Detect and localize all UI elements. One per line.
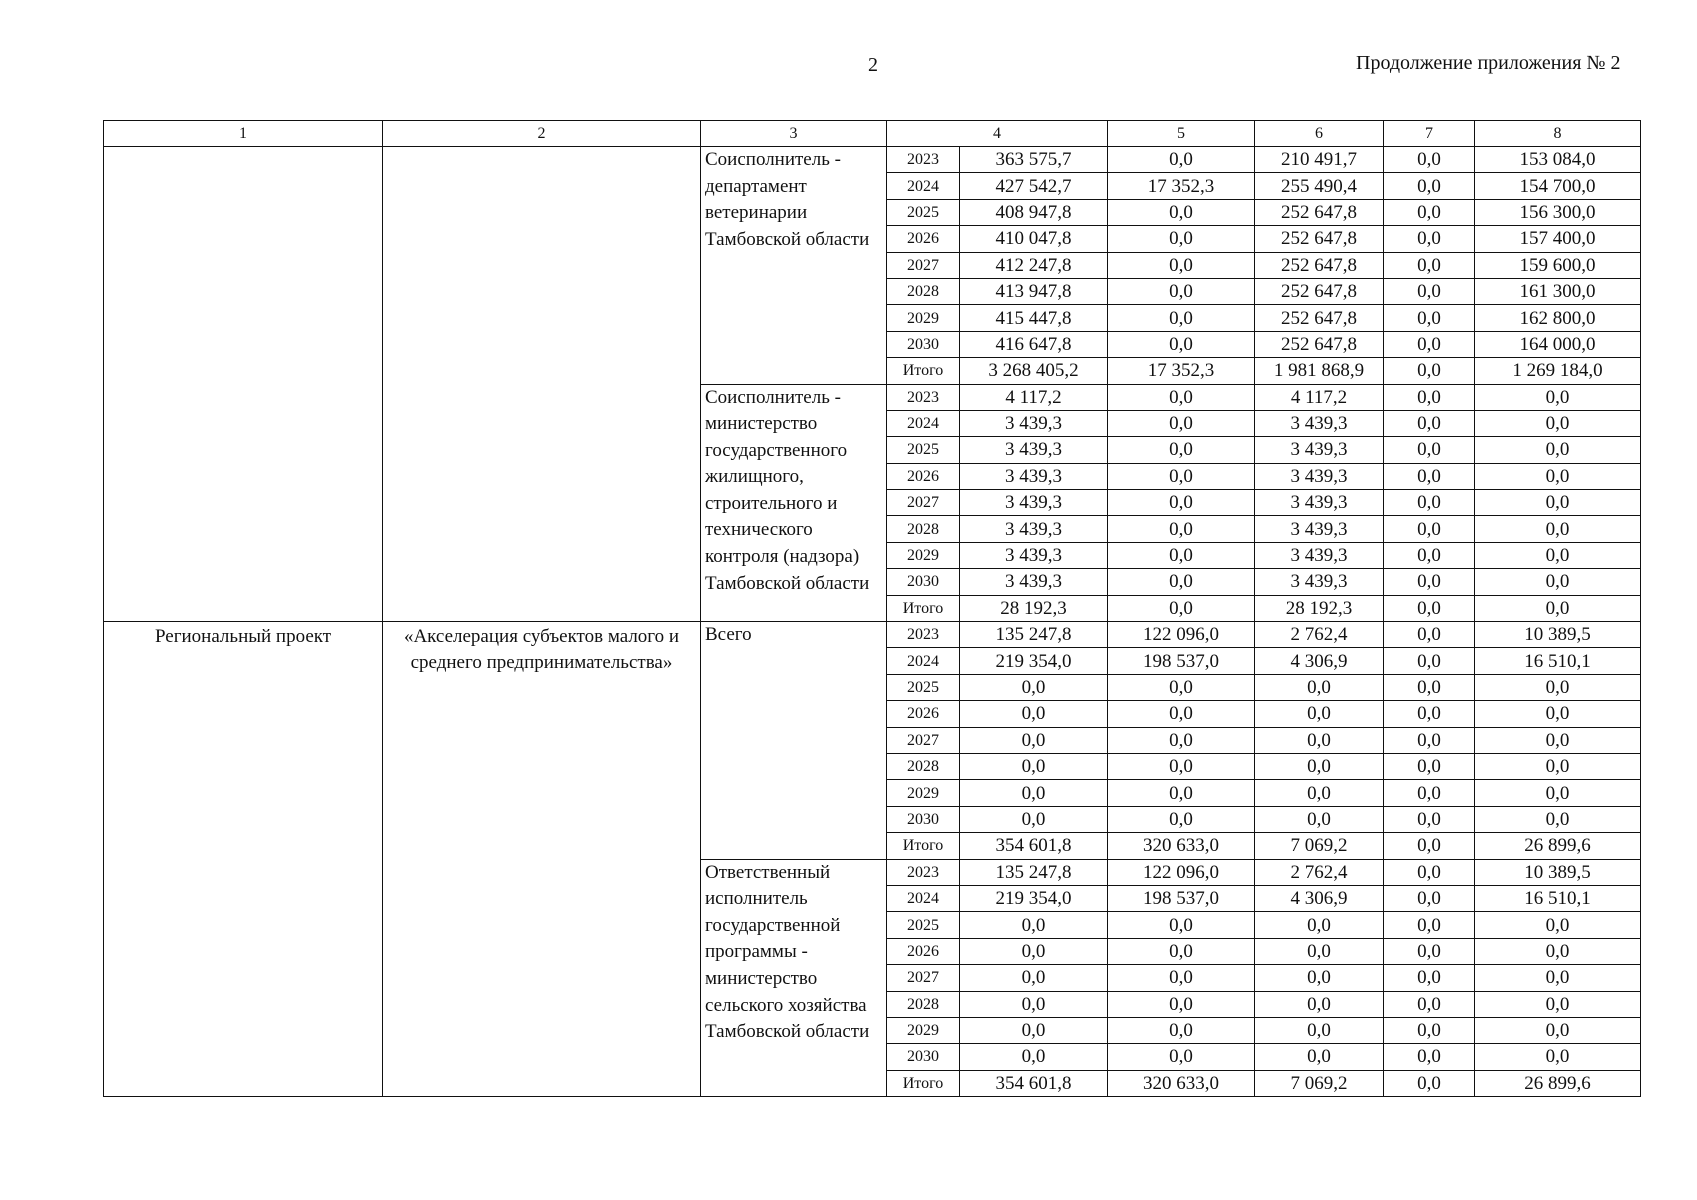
executor-cell: Всего	[701, 622, 887, 860]
value-cell-c4: 0,0	[960, 753, 1108, 779]
year-cell: 2028	[887, 753, 960, 779]
value-cell-c8: 1 269 184,0	[1475, 358, 1641, 384]
year-cell: 2025	[887, 437, 960, 463]
value-cell-c6: 3 439,3	[1255, 516, 1384, 542]
value-cell-c8: 156 300,0	[1475, 199, 1641, 225]
year-cell: Итого	[887, 833, 960, 859]
value-cell-c8: 0,0	[1475, 384, 1641, 410]
value-cell-c6: 3 439,3	[1255, 542, 1384, 568]
value-cell-c6: 7 069,2	[1255, 1070, 1384, 1096]
value-cell-c4: 413 947,8	[960, 278, 1108, 304]
value-cell-c8: 0,0	[1475, 912, 1641, 938]
value-cell-c5: 198 537,0	[1108, 885, 1255, 911]
value-cell-c7: 0,0	[1384, 252, 1475, 278]
value-cell-c8: 0,0	[1475, 516, 1641, 542]
value-cell-c7: 0,0	[1384, 173, 1475, 199]
value-cell-c7: 0,0	[1384, 938, 1475, 964]
value-cell-c7: 0,0	[1384, 859, 1475, 885]
value-cell-c5: 0,0	[1108, 727, 1255, 753]
value-cell-c8: 16 510,1	[1475, 648, 1641, 674]
value-cell-c6: 0,0	[1255, 753, 1384, 779]
value-cell-c8: 0,0	[1475, 490, 1641, 516]
year-cell: Итого	[887, 595, 960, 621]
value-cell-c7: 0,0	[1384, 410, 1475, 436]
value-cell-c5: 0,0	[1108, 674, 1255, 700]
column-number: 3	[701, 121, 887, 147]
value-cell-c7: 0,0	[1384, 648, 1475, 674]
value-cell-c5: 0,0	[1108, 278, 1255, 304]
table-row	[104, 147, 1641, 173]
value-cell-c8: 159 600,0	[1475, 252, 1641, 278]
value-cell-c8: 0,0	[1475, 753, 1641, 779]
year-cell: 2026	[887, 463, 960, 489]
value-cell-c4: 219 354,0	[960, 648, 1108, 674]
value-cell-c4: 0,0	[960, 1044, 1108, 1070]
value-cell-c7: 0,0	[1384, 1017, 1475, 1043]
value-cell-c4: 0,0	[960, 938, 1108, 964]
value-cell-c6: 0,0	[1255, 780, 1384, 806]
year-cell: 2023	[887, 384, 960, 410]
budget-table-body	[104, 121, 1641, 1097]
value-cell-c5: 0,0	[1108, 331, 1255, 357]
value-cell-c4: 3 439,3	[960, 516, 1108, 542]
value-cell-c7: 0,0	[1384, 226, 1475, 252]
value-cell-c6: 4 306,9	[1255, 648, 1384, 674]
value-cell-c6: 0,0	[1255, 938, 1384, 964]
year-cell: 2024	[887, 173, 960, 199]
value-cell-c5: 0,0	[1108, 437, 1255, 463]
year-cell: 2023	[887, 147, 960, 173]
value-cell-c7: 0,0	[1384, 595, 1475, 621]
value-cell-c8: 0,0	[1475, 1044, 1641, 1070]
year-cell: 2030	[887, 331, 960, 357]
year-cell: 2029	[887, 780, 960, 806]
value-cell-c4: 28 192,3	[960, 595, 1108, 621]
year-cell: 2028	[887, 516, 960, 542]
value-cell-c4: 0,0	[960, 674, 1108, 700]
value-cell-c5: 0,0	[1108, 780, 1255, 806]
appendix-continuation-title: Продолжение приложения № 2	[1356, 52, 1621, 74]
value-cell-c6: 3 439,3	[1255, 410, 1384, 436]
value-cell-c7: 0,0	[1384, 305, 1475, 331]
value-cell-c5: 0,0	[1108, 252, 1255, 278]
year-cell: 2027	[887, 727, 960, 753]
value-cell-c6: 0,0	[1255, 965, 1384, 991]
value-cell-c6: 28 192,3	[1255, 595, 1384, 621]
program-element-name: «Акселерация субъектов малого и среднего предпринимательства»	[383, 622, 701, 1097]
value-cell-c7: 0,0	[1384, 1044, 1475, 1070]
value-cell-c7: 0,0	[1384, 701, 1475, 727]
value-cell-c8: 0,0	[1475, 806, 1641, 832]
value-cell-c6: 2 762,4	[1255, 622, 1384, 648]
value-cell-c6: 2 762,4	[1255, 859, 1384, 885]
value-cell-c8: 0,0	[1475, 463, 1641, 489]
year-cell: 2027	[887, 490, 960, 516]
value-cell-c7: 0,0	[1384, 991, 1475, 1017]
value-cell-c6: 210 491,7	[1255, 147, 1384, 173]
value-cell-c7: 0,0	[1384, 780, 1475, 806]
value-cell-c5: 198 537,0	[1108, 648, 1255, 674]
value-cell-c4: 354 601,8	[960, 833, 1108, 859]
value-cell-c5: 0,0	[1108, 701, 1255, 727]
value-cell-c5: 0,0	[1108, 806, 1255, 832]
table-row	[104, 622, 1641, 648]
value-cell-c7: 0,0	[1384, 384, 1475, 410]
value-cell-c6: 0,0	[1255, 727, 1384, 753]
value-cell-c7: 0,0	[1384, 569, 1475, 595]
value-cell-c4: 0,0	[960, 806, 1108, 832]
value-cell-c6: 3 439,3	[1255, 569, 1384, 595]
value-cell-c5: 0,0	[1108, 410, 1255, 436]
value-cell-c5: 0,0	[1108, 938, 1255, 964]
value-cell-c4: 408 947,8	[960, 199, 1108, 225]
value-cell-c4: 0,0	[960, 1017, 1108, 1043]
value-cell-c6: 3 439,3	[1255, 490, 1384, 516]
value-cell-c6: 7 069,2	[1255, 833, 1384, 859]
value-cell-c6: 252 647,8	[1255, 331, 1384, 357]
value-cell-c5: 320 633,0	[1108, 833, 1255, 859]
value-cell-c8: 26 899,6	[1475, 1070, 1641, 1096]
program-element-name	[383, 147, 701, 622]
value-cell-c8: 0,0	[1475, 542, 1641, 568]
value-cell-c4: 3 439,3	[960, 410, 1108, 436]
value-cell-c5: 0,0	[1108, 516, 1255, 542]
value-cell-c7: 0,0	[1384, 1070, 1475, 1096]
value-cell-c7: 0,0	[1384, 437, 1475, 463]
value-cell-c8: 162 800,0	[1475, 305, 1641, 331]
value-cell-c8: 153 084,0	[1475, 147, 1641, 173]
value-cell-c8: 0,0	[1475, 701, 1641, 727]
value-cell-c7: 0,0	[1384, 542, 1475, 568]
value-cell-c4: 410 047,8	[960, 226, 1108, 252]
value-cell-c8: 0,0	[1475, 595, 1641, 621]
value-cell-c8: 0,0	[1475, 569, 1641, 595]
value-cell-c8: 161 300,0	[1475, 278, 1641, 304]
value-cell-c5: 0,0	[1108, 542, 1255, 568]
year-cell: 2030	[887, 1044, 960, 1070]
value-cell-c6: 255 490,4	[1255, 173, 1384, 199]
value-cell-c4: 3 439,3	[960, 463, 1108, 489]
value-cell-c5: 0,0	[1108, 595, 1255, 621]
value-cell-c6: 0,0	[1255, 912, 1384, 938]
year-cell: 2030	[887, 569, 960, 595]
year-cell: 2025	[887, 912, 960, 938]
value-cell-c6: 4 306,9	[1255, 885, 1384, 911]
value-cell-c7: 0,0	[1384, 358, 1475, 384]
value-cell-c8: 0,0	[1475, 965, 1641, 991]
value-cell-c8: 154 700,0	[1475, 173, 1641, 199]
value-cell-c4: 0,0	[960, 965, 1108, 991]
value-cell-c5: 0,0	[1108, 226, 1255, 252]
value-cell-c5: 122 096,0	[1108, 859, 1255, 885]
value-cell-c4: 3 439,3	[960, 437, 1108, 463]
year-cell: 2024	[887, 410, 960, 436]
column-number: 6	[1255, 121, 1384, 147]
year-cell: 2025	[887, 674, 960, 700]
value-cell-c4: 4 117,2	[960, 384, 1108, 410]
year-cell: 2026	[887, 226, 960, 252]
value-cell-c4: 0,0	[960, 780, 1108, 806]
year-cell: 2029	[887, 305, 960, 331]
year-cell: 2024	[887, 648, 960, 674]
value-cell-c4: 3 439,3	[960, 490, 1108, 516]
page-number: 2	[868, 54, 878, 76]
value-cell-c8: 0,0	[1475, 780, 1641, 806]
value-cell-c7: 0,0	[1384, 965, 1475, 991]
value-cell-c5: 0,0	[1108, 1044, 1255, 1070]
program-element-type: Региональный проект	[104, 622, 383, 1097]
value-cell-c6: 0,0	[1255, 1017, 1384, 1043]
value-cell-c4: 135 247,8	[960, 622, 1108, 648]
column-number: 5	[1108, 121, 1255, 147]
value-cell-c8: 0,0	[1475, 991, 1641, 1017]
value-cell-c7: 0,0	[1384, 331, 1475, 357]
executor-cell: Ответственный исполнитель государственной программы - министерство сельского хозяйства Тамбовской области	[701, 859, 887, 1097]
value-cell-c5: 0,0	[1108, 569, 1255, 595]
value-cell-c7: 0,0	[1384, 516, 1475, 542]
value-cell-c5: 0,0	[1108, 965, 1255, 991]
value-cell-c6: 252 647,8	[1255, 226, 1384, 252]
value-cell-c4: 354 601,8	[960, 1070, 1108, 1096]
value-cell-c7: 0,0	[1384, 806, 1475, 832]
value-cell-c5: 17 352,3	[1108, 358, 1255, 384]
value-cell-c4: 3 439,3	[960, 542, 1108, 568]
value-cell-c6: 1 981 868,9	[1255, 358, 1384, 384]
value-cell-c4: 3 268 405,2	[960, 358, 1108, 384]
value-cell-c8: 10 389,5	[1475, 622, 1641, 648]
value-cell-c4: 416 647,8	[960, 331, 1108, 357]
value-cell-c8: 0,0	[1475, 674, 1641, 700]
value-cell-c5: 0,0	[1108, 1017, 1255, 1043]
value-cell-c8: 0,0	[1475, 437, 1641, 463]
year-cell: 2029	[887, 1017, 960, 1043]
column-number: 4	[887, 121, 1108, 147]
value-cell-c4: 427 542,7	[960, 173, 1108, 199]
value-cell-c6: 252 647,8	[1255, 305, 1384, 331]
value-cell-c8: 10 389,5	[1475, 859, 1641, 885]
year-cell: 2028	[887, 991, 960, 1017]
value-cell-c6: 0,0	[1255, 674, 1384, 700]
column-number: 2	[383, 121, 701, 147]
value-cell-c5: 0,0	[1108, 912, 1255, 938]
value-cell-c7: 0,0	[1384, 622, 1475, 648]
value-cell-c4: 219 354,0	[960, 885, 1108, 911]
value-cell-c7: 0,0	[1384, 753, 1475, 779]
value-cell-c5: 122 096,0	[1108, 622, 1255, 648]
value-cell-c7: 0,0	[1384, 463, 1475, 489]
value-cell-c4: 0,0	[960, 912, 1108, 938]
value-cell-c8: 157 400,0	[1475, 226, 1641, 252]
executor-cell: Соисполнитель - департамент ветеринарии Тамбовской области	[701, 147, 887, 385]
value-cell-c6: 252 647,8	[1255, 278, 1384, 304]
value-cell-c4: 0,0	[960, 727, 1108, 753]
value-cell-c7: 0,0	[1384, 147, 1475, 173]
value-cell-c7: 0,0	[1384, 674, 1475, 700]
value-cell-c6: 3 439,3	[1255, 463, 1384, 489]
value-cell-c6: 0,0	[1255, 701, 1384, 727]
value-cell-c6: 0,0	[1255, 806, 1384, 832]
value-cell-c5: 0,0	[1108, 305, 1255, 331]
value-cell-c4: 3 439,3	[960, 569, 1108, 595]
year-cell: 2028	[887, 278, 960, 304]
value-cell-c4: 412 247,8	[960, 252, 1108, 278]
value-cell-c5: 0,0	[1108, 753, 1255, 779]
year-cell: Итого	[887, 1070, 960, 1096]
year-cell: 2026	[887, 701, 960, 727]
year-cell: Итого	[887, 358, 960, 384]
value-cell-c5: 0,0	[1108, 490, 1255, 516]
column-number: 7	[1384, 121, 1475, 147]
value-cell-c5: 0,0	[1108, 384, 1255, 410]
value-cell-c5: 17 352,3	[1108, 173, 1255, 199]
value-cell-c6: 0,0	[1255, 1044, 1384, 1070]
executor-cell: Соисполнитель - министерство государственного жилищного, строительного и технического контроля (надзора) Тамбовской области	[701, 384, 887, 622]
value-cell-c5: 0,0	[1108, 463, 1255, 489]
column-number-row	[104, 121, 1641, 147]
value-cell-c8: 0,0	[1475, 727, 1641, 753]
year-cell: 2030	[887, 806, 960, 832]
value-cell-c7: 0,0	[1384, 912, 1475, 938]
value-cell-c5: 0,0	[1108, 991, 1255, 1017]
year-cell: 2026	[887, 938, 960, 964]
value-cell-c5: 0,0	[1108, 147, 1255, 173]
value-cell-c4: 363 575,7	[960, 147, 1108, 173]
value-cell-c5: 320 633,0	[1108, 1070, 1255, 1096]
value-cell-c8: 164 000,0	[1475, 331, 1641, 357]
budget-table	[103, 120, 1641, 1097]
value-cell-c6: 3 439,3	[1255, 437, 1384, 463]
column-number: 1	[104, 121, 383, 147]
value-cell-c4: 415 447,8	[960, 305, 1108, 331]
program-element-type	[104, 147, 383, 622]
year-cell: 2023	[887, 622, 960, 648]
column-number: 8	[1475, 121, 1641, 147]
value-cell-c8: 16 510,1	[1475, 885, 1641, 911]
value-cell-c6: 252 647,8	[1255, 199, 1384, 225]
value-cell-c7: 0,0	[1384, 885, 1475, 911]
value-cell-c8: 0,0	[1475, 1017, 1641, 1043]
value-cell-c6: 252 647,8	[1255, 252, 1384, 278]
value-cell-c7: 0,0	[1384, 490, 1475, 516]
value-cell-c5: 0,0	[1108, 199, 1255, 225]
value-cell-c6: 0,0	[1255, 991, 1384, 1017]
year-cell: 2023	[887, 859, 960, 885]
value-cell-c6: 4 117,2	[1255, 384, 1384, 410]
value-cell-c4: 0,0	[960, 701, 1108, 727]
year-cell: 2029	[887, 542, 960, 568]
value-cell-c4: 0,0	[960, 991, 1108, 1017]
year-cell: 2027	[887, 965, 960, 991]
year-cell: 2024	[887, 885, 960, 911]
value-cell-c8: 0,0	[1475, 938, 1641, 964]
value-cell-c4: 135 247,8	[960, 859, 1108, 885]
value-cell-c7: 0,0	[1384, 833, 1475, 859]
value-cell-c7: 0,0	[1384, 199, 1475, 225]
value-cell-c7: 0,0	[1384, 727, 1475, 753]
year-cell: 2025	[887, 199, 960, 225]
value-cell-c7: 0,0	[1384, 278, 1475, 304]
value-cell-c8: 26 899,6	[1475, 833, 1641, 859]
year-cell: 2027	[887, 252, 960, 278]
value-cell-c8: 0,0	[1475, 410, 1641, 436]
